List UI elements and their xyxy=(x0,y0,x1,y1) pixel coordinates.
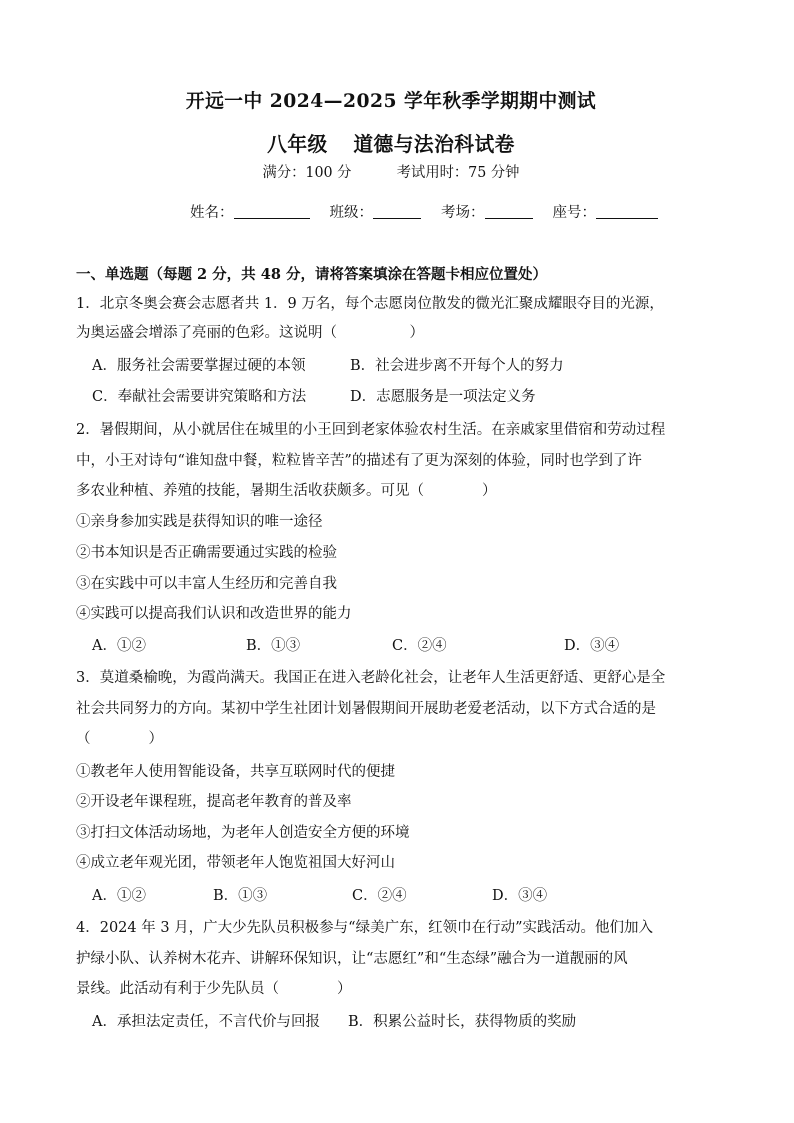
q2-statement-2: ②书本知识是否正确需要通过实践的检验 xyxy=(76,545,337,561)
q2-statement-4: ④实践可以提高我们认识和改造世界的能力 xyxy=(76,606,352,622)
question-1-line-1: 1．北京冬奥会赛会志愿者共 1．9 万名，每个志愿岗位散发的微光汇聚成耀眼夺目的光源， xyxy=(76,296,664,312)
q3-option-b[interactable]: B．①③ xyxy=(213,888,268,904)
question-2-line-2: 中，小王对诗句“谁知盘中餐，粒粒皆辛苦”的描述有了更为深刻的体验，同时也学到了许 xyxy=(76,453,642,469)
full-score: 满分：100 分 xyxy=(262,165,352,181)
q4-option-a[interactable]: A．承担法定责任，不言代价与回报 xyxy=(92,1014,320,1030)
grade-label: 八年级 xyxy=(267,132,328,156)
q3-statement-2: ②开设老年课程班，提高老年教育的普及率 xyxy=(76,794,352,810)
question-1-line-2: 为奥运盛会增添了亮丽的色彩。这说明（ ） xyxy=(76,325,424,341)
question-4-line-3: 景线。此活动有利于少先队员（ ） xyxy=(76,981,352,997)
q4-option-b[interactable]: B．积累公益时长，获得物质的奖励 xyxy=(348,1014,577,1030)
room-label: 考场： xyxy=(441,205,485,221)
section-heading: 一、单选题（每题 2 分，共 48 分，请将答案填涂在答题卡相应位置处） xyxy=(76,266,547,283)
question-3-line-2: 社会共同努力的方向。某初中学生社团计划暑假期间开展助老爱老活动，以下方式合适的是 xyxy=(76,701,656,717)
q3-statement-4: ④成立老年观光团，带领老年人饱览祖国大好河山 xyxy=(76,855,395,871)
q2-option-d[interactable]: D．③④ xyxy=(564,638,620,654)
q1-option-d[interactable]: D．志愿服务是一项法定义务 xyxy=(350,389,536,405)
question-4-line-1: 4．2024 年 3 月，广大少先队员积极参与“绿美广东，红领巾在行动”实践活动。他们加入 xyxy=(76,920,654,936)
exam-time: 考试用时：75 分钟 xyxy=(396,165,520,181)
subject-label: 道德与法治科试卷 xyxy=(353,132,515,156)
q2-option-b[interactable]: B．①③ xyxy=(246,638,301,654)
seat-field[interactable] xyxy=(596,204,658,219)
exam-meta xyxy=(0,161,782,182)
exam-subtitle xyxy=(0,128,782,157)
question-4-line-2: 护绿小队、认养树木花卉、讲解环保知识，让“志愿红”和“生态绿”融合为一道靓丽的风 xyxy=(76,951,628,967)
question-3-line-1: 3．莫道桑榆晚，为霞尚满天。我国正在进入老龄化社会，让老年人生活更舒适、更舒心是全 xyxy=(76,670,666,686)
q1-option-c[interactable]: C．奉献社会需要讲究策略和方法 xyxy=(92,389,307,405)
room-field[interactable] xyxy=(485,204,533,219)
question-2-line-1: 2．暑假期间，从小就居住在城里的小王回到老家体验农村生活。在亲戚家里借宿和劳动过程 xyxy=(76,422,666,438)
q2-statement-3: ③在实践中可以丰富人生经历和完善自我 xyxy=(76,576,337,592)
student-info-row xyxy=(190,201,658,222)
q3-option-c[interactable]: C．②④ xyxy=(352,888,407,904)
q1-option-b[interactable]: B．社会进步离不开每个人的努力 xyxy=(350,358,564,374)
question-3-line-3: （ ） xyxy=(76,731,163,747)
q3-statement-3: ③打扫文体活动场地，为老年人创造安全方便的环境 xyxy=(76,825,410,841)
class-label: 班级： xyxy=(329,205,373,221)
class-field[interactable] xyxy=(373,204,421,219)
q3-option-a[interactable]: A．①② xyxy=(92,888,146,904)
seat-label: 座号： xyxy=(552,205,596,221)
q2-statement-1: ①亲身参加实践是获得知识的唯一途径 xyxy=(76,514,323,530)
exam-title: 开远一中 2024—2025 学年秋季学期期中测试 xyxy=(185,90,597,112)
name-label: 姓名： xyxy=(190,205,234,221)
name-field[interactable] xyxy=(234,204,310,219)
q3-statement-1: ①教老年人使用智能设备，共享互联网时代的便捷 xyxy=(76,764,395,780)
q1-option-a[interactable]: A．服务社会需要掌握过硬的本领 xyxy=(92,358,306,374)
question-2-line-3: 多农业种植、养殖的技能，暑期生活收获颇多。可见（ ） xyxy=(76,483,497,499)
q3-option-d[interactable]: D．③④ xyxy=(492,888,548,904)
q2-option-a[interactable]: A．①② xyxy=(92,638,146,654)
q2-option-c[interactable]: C．②④ xyxy=(392,638,447,654)
